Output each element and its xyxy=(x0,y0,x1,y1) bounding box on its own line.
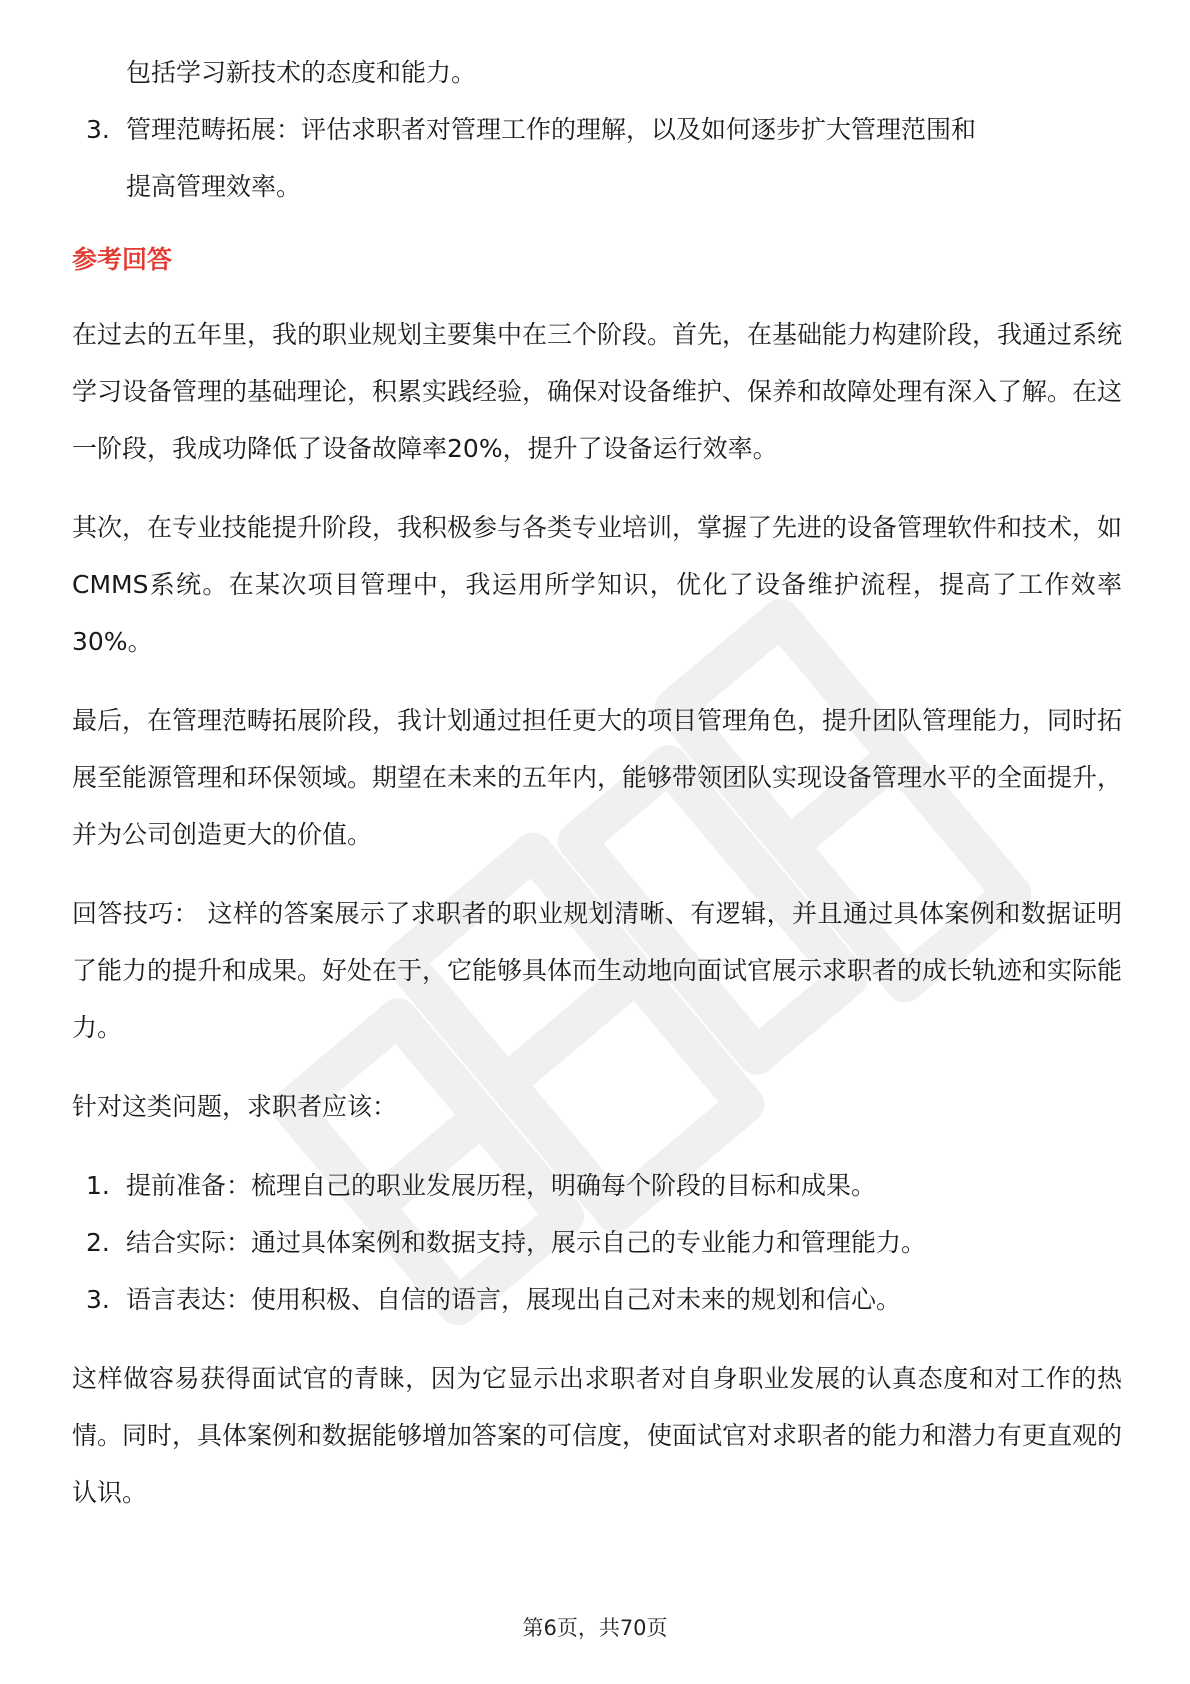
advice-item-3 xyxy=(72,1271,1122,1328)
list-item-text: 包括学习新技术的态度和能力。 xyxy=(126,58,477,87)
page-footer: 第6页，共70页 xyxy=(522,1616,668,1640)
advice-item-1 xyxy=(72,1157,1122,1214)
list-item-continuation xyxy=(72,44,1122,101)
list-item-text: 提前准备：梳理自己的职业发展历程，明确每个阶段的目标和成果。 xyxy=(126,1171,877,1200)
document-body xyxy=(72,44,1122,1543)
list-item-3 xyxy=(72,101,1122,215)
answer-paragraph-1: 在过去的五年里，我的职业规划主要集中在三个阶段。首先，在基础能力构建阶段，我通过系统学习设备管理的基础理论，积累实践经验，确保对设备维护、保养和故障处理有深入了解。在这一阶段，我成功降低了设备故障率20%，提升了设备运行效率。 xyxy=(72,320,1123,463)
list-item-text-line1: 管理范畴拓展：评估求职者对管理工作的理解，以及如何逐步扩大管理范围和 xyxy=(126,115,977,144)
list-number: 2. xyxy=(86,1228,110,1257)
top-criteria-list xyxy=(72,44,1122,215)
list-item-text: 结合实际：通过具体案例和数据支持，展示自己的专业能力和管理能力。 xyxy=(126,1228,927,1257)
answer-paragraph-3: 最后，在管理范畴拓展阶段，我计划通过担任更大的项目管理角色，提升团队管理能力，同时拓展至能源管理和环保领域。期望在未来的五年内，能够带领团队实现设备管理水平的全面提升，并为公司创造更大的价值。 xyxy=(72,706,1123,849)
advice-item-2 xyxy=(72,1214,1122,1271)
advice-intro: 针对这类问题，求职者应该： xyxy=(72,1092,398,1121)
list-number: 3. xyxy=(86,1285,110,1314)
answer-paragraph-2: 其次，在专业技能提升阶段，我积极参与各类专业培训，掌握了先进的设备管理软件和技术，如CMMS系统。在某次项目管理中，我运用所学知识，优化了设备维护流程，提高了工作效率30%。 xyxy=(72,513,1123,656)
list-number: 1. xyxy=(86,1171,110,1200)
section-heading: 参考回答 xyxy=(72,245,173,274)
list-item-text: 语言表达：使用积极、自信的语言，展现出自己对未来的规划和信心。 xyxy=(126,1285,902,1314)
closing-paragraph: 这样做容易获得面试官的青睐，因为它显示出求职者对自身职业发展的认真态度和对工作的热情。同时，具体案例和数据能够增加答案的可信度，使面试官对求职者的能力和潜力有更直观的认识。 xyxy=(72,1364,1123,1507)
tips-paragraph: 回答技巧： 这样的答案展示了求职者的职业规划清晰、有逻辑，并且通过具体案例和数据证明了能力的提升和成果。好处在于，它能够具体而生动地向面试官展示求职者的成长轨迹和实际能力。 xyxy=(72,899,1123,1042)
advice-list xyxy=(72,1157,1122,1328)
list-number: 3. xyxy=(86,115,110,144)
list-item-text-line2: 提高管理效率。 xyxy=(126,172,302,201)
